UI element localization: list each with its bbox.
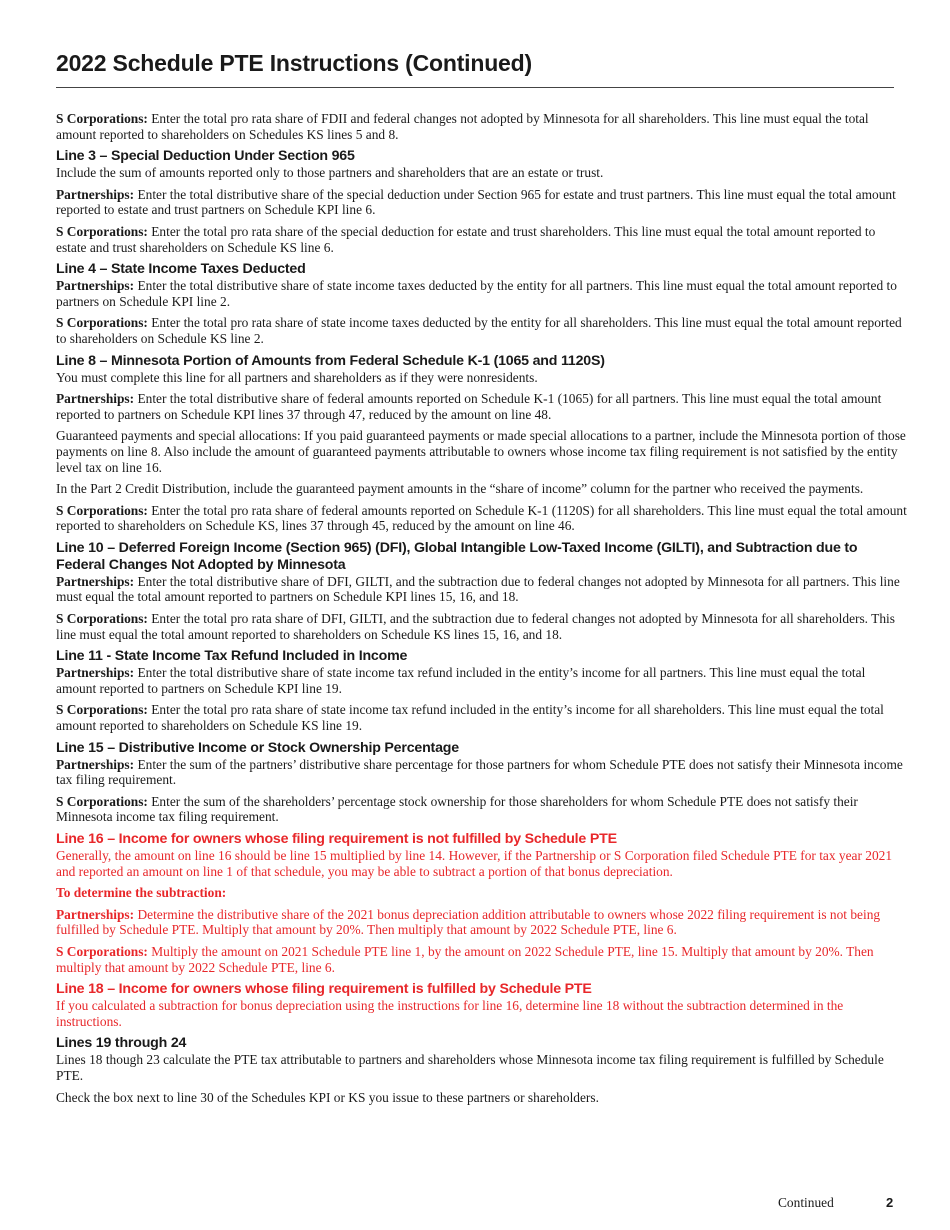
line3-intro: Include the sum of amounts reported only to those partners and shareholders that are an estate or trust. [56,165,604,181]
partnerships-text: Enter the total distributive share of state income tax refund included in the entity’s income for all partners. This line must equal the total amount reported to partners on Schedule KPI line 19. [56,665,866,696]
line16-intro: Generally, the amount on line 16 should be line 15 multiplied by line 14. However, if the Partnership or S Corporation filed Schedule PTE for tax year 2021 and reported an amount on line 1 of that schedule, you may be able to subtract a portion of that bonus depreciation. [56,848,893,879]
partnerships-text: Determine the distributive share of the 2021 bonus depreciation addition attributable to owners whose 2022 filing requirement is not being fulfilled by Schedule PTE. Multiply that amount by 20%. Then multiply that amount by 2022 Schedule PTE, line 6. [56,906,881,938]
s-corp-label: S Corporations: [56,223,148,239]
line11-heading: Line 11 - State Income Tax Refund Included in Income [56,648,408,665]
line16-determine-label [56,885,908,901]
s-corp-label: S Corporations: [56,943,148,959]
line4-partnerships-paragraph [56,278,908,309]
partnerships-label: Partnerships: [56,906,135,922]
line10-partnerships-paragraph [56,574,908,605]
s-corp-text: Enter the total pro rata share of FDII and federal changes not adopted by Minnesota for all shareholders. This line must equal the total amount reported to shareholders on Schedules KS lines 5 and 8. [56,111,869,142]
line8-s-corp-paragraph [56,503,908,534]
line18-heading: Line 18 – Income for owners whose filing requirement is fulfilled by Schedule PTE [56,981,592,998]
s-corp-text: Enter the sum of the shareholders’ percentage stock ownership for those shareholders for whom Schedule PTE does not satisfy their Minnesota income tax filing requirement. [56,793,858,825]
line19-24-paragraph-2: Check the box next to line 30 of the Schedules KPI or KS you issue to these partners or shareholders. [56,1089,599,1105]
title-divider [56,87,894,88]
partnerships-label: Partnerships: [56,756,135,772]
s-corp-label: S Corporations: [56,702,148,718]
line10-s-corp-paragraph [56,611,908,642]
partnerships-label: Partnerships: [56,278,135,294]
intro-s-corp-paragraph [56,111,908,142]
s-corp-text: Enter the total pro rata share of state income tax refund included in the entity’s income for all shareholders. This line must equal the total amount reported to shareholders on Schedule KS line 19. [56,702,884,734]
page-title: 2022 Schedule PTE Instructions (Continued) [56,50,532,76]
line3-s-corp-paragraph [56,224,908,255]
line4-s-corp-paragraph [56,315,908,346]
partnerships-label: Partnerships: [56,665,135,681]
partnerships-text: Enter the total distributive share of DFI, GILTI, and the subtraction due to federal changes not adopted by Minnesota for all partners. This line must equal the total amount reported to partners on Schedule KPI lines 15, 16, and 18. [56,573,900,605]
line4-heading: Line 4 – State Income Taxes Deducted [56,261,306,278]
line16-s-corp-paragraph [56,944,908,975]
s-corp-text: Enter the total pro rata share of the special deduction for estate and trust shareholders. This line must equal the total amount reported to estate and trust shareholders on Schedule KS line 6. [56,223,876,255]
page-number: 2 [886,1195,894,1210]
s-corp-label: S Corporations: [56,793,148,809]
s-corp-label: S Corporations: [56,111,148,126]
line8-intro: You must complete this line for all partners and shareholders as if they were nonresidents. [56,369,538,385]
line3-heading: Line 3 – Special Deduction Under Section 965 [56,148,355,165]
line8-guaranteed-paragraph: Guaranteed payments and special allocations: If you paid guaranteed payments or made special allocations to a partner, include the Minnesota portion of those payments on line 8. Also include the amount of guaranteed payments attributable to owners whose income tax filing requirement is not satisfied by the entity level tax on line 16. [56,428,906,475]
line18-paragraph: If you calculated a subtraction for bonus depreciation using the instructions for line 16, determine line 18 without the subtraction determined in the instructions. [56,998,844,1029]
s-corp-text: Enter the total pro rata share of federal amounts reported on Schedule K-1 (1120S) for all shareholders. This line must equal the total amount reported to shareholders on Schedule KS, lines 37 through 45, reduced by the amount on line 46. [56,502,907,534]
s-corp-text: Enter the total pro rata share of state income taxes deducted by the entity for all shareholders. This line must equal the total amount reported to shareholders on Schedule KS line 2. [56,315,902,346]
partnerships-label: Partnerships: [56,573,135,589]
line15-heading: Line 15 – Distributive Income or Stock Ownership Percentage [56,739,459,756]
line19-24-heading: Lines 19 through 24 [56,1035,187,1052]
line3-partnerships-paragraph [56,187,908,218]
s-corp-label: S Corporations: [56,502,148,518]
line16-heading: Line 16 – Income for owners whose filing requirement is not fulfilled by Schedule PTE [56,831,617,847]
line8-part2-paragraph: In the Part 2 Credit Distribution, include the guaranteed payment amounts in the “share of income” column for the partner who received the payments. [56,481,864,497]
instructions-body [56,111,908,1111]
determine-label: To determine the subtraction: [56,885,227,901]
partnerships-text: Enter the total distributive share of state income taxes deducted by the entity for all partners. This line must equal the total amount reported to partners on Schedule KPI line 2. [56,278,897,309]
line8-partnerships-paragraph [56,391,908,422]
s-corp-label: S Corporations: [56,315,148,331]
line8-heading: Line 8 – Minnesota Portion of Amounts from Federal Schedule K-1 (1065 and 1120S) [56,352,605,369]
partnerships-text: Enter the sum of the partners’ distributive share percentage for those partners for whom Schedule PTE does not satisfy their Minnesota income tax filing requirement. [56,756,903,788]
s-corp-text: Multiply the amount on 2021 Schedule PTE line 1, by the amount on 2022 Schedule PTE, line 15. Multiply that amount by 20%. Then multiply that amount by 2022 Schedule PTE, line 6. [56,943,874,975]
line10-heading: Line 10 – Deferred Foreign Income (Section 965) (DFI), Global Intangible Low-Taxed Income (GILTI), and Subtraction due to Federal Changes Not Adopted by Minnesota [56,539,858,573]
partnerships-text: Enter the total distributive share of federal amounts reported on Schedule K-1 (1065) for all partners. This line must equal the total amount reported to partners on Schedule KPI lines 37 through 47, reduced by the amount on line 48. [56,391,882,422]
line11-s-corp-paragraph [56,702,908,733]
line15-partnerships-paragraph [56,757,908,788]
line19-24-paragraph-1: Lines 18 though 23 calculate the PTE tax attributable to partners and shareholders whose Minnesota income tax filing requirement is fulfilled by Schedule PTE. [56,1052,884,1083]
partnerships-text: Enter the total distributive share of the special deduction under Section 965 for estate and trust partners. This line must equal the total amount reported to estate and trust partners on Schedule KPI line 6. [56,186,896,218]
s-corp-text: Enter the total pro rata share of DFI, GILTI, and the subtraction due to federal changes not adopted by Minnesota for all shareholders. This line must equal the total amount reported to shareholders on Schedule KS lines 15, 16, and 18. [56,611,895,642]
line15-s-corp-paragraph [56,794,908,825]
line16-partnerships-paragraph [56,907,908,938]
partnerships-label: Partnerships: [56,391,135,407]
footer-continued: Continued [778,1195,834,1210]
line11-partnerships-paragraph [56,665,908,696]
partnerships-label: Partnerships: [56,186,135,202]
s-corp-label: S Corporations: [56,611,148,627]
